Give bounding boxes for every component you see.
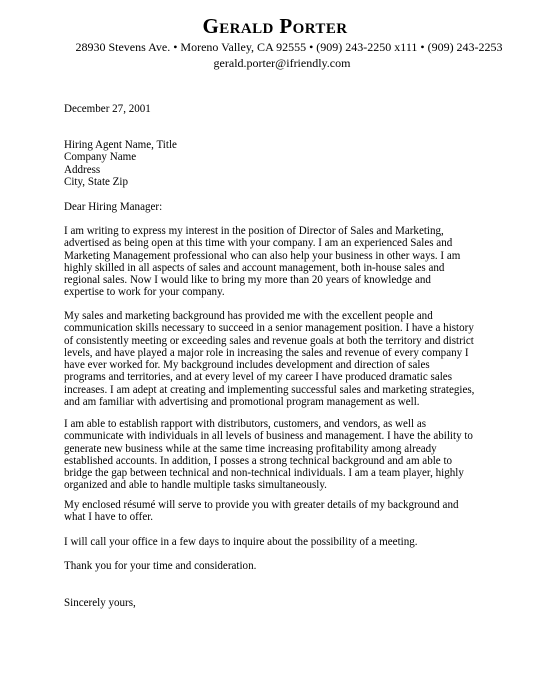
paragraph-line: regional sales. Now I would like to bring my more than 20 years of knowledge and [64,274,431,287]
paragraph-background [64,310,504,408]
paragraph-line: I will call your office in a few days to inquire about the possibility of a meeting. [64,536,418,548]
paragraph-line: My sales and marketing background has provided me with the excellent people and [64,310,433,322]
paragraph-line: Marketing Management professional who can also help your business in other ways. I am [64,249,461,262]
paragraph-line: established accounts. In addition, I posses a strong technical background and am able to [64,454,453,467]
paragraph-skills [64,418,504,492]
closing: Sincerely yours, [64,597,136,609]
paragraph-line: bridge the gap between technical and non-technical individuals. I am a team player, highly [64,467,464,480]
paragraph-line: I am able to establish rapport with distributors, customers, and vendors, as well as [64,418,427,430]
paragraph-introduction [64,225,504,299]
paragraph-line: Thank you for your time and consideration. [64,560,257,572]
letter-date: December 27, 2001 [64,103,151,115]
paragraph-line: organized and able to handle multiple tasks simultaneously. [64,479,327,492]
paragraph-resume [64,499,504,524]
paragraph-line: generate new business while at the same time increasing profitability among already [64,442,437,455]
paragraph-thanks [64,560,504,572]
sender-contact-info: 28930 Stevens Ave. • Moreno Valley, CA 92555 • (909) 243-2250 x111 • (909) 243-2253 [75,40,503,54]
sender-email: gerald.porter@ifriendly.com [213,56,351,70]
recipient-address-line: Address [64,163,101,176]
recipient-name-title: Hiring Agent Name, Title [64,139,177,151]
paragraph-line: increases. I am adept at creating and implementing successful sales and marketing strategies, [64,383,475,396]
paragraph-line: have ever worked for. My background includes development and direction of sales [64,359,430,372]
paragraph-line: expertise to work for your company. [64,286,225,299]
paragraph-line: programs and territories, and at every level of my career I have produced dramatic sales [64,371,453,384]
paragraph-line: I am writing to express my interest in the position of Director of Sales and Marketing, [64,225,444,237]
paragraph-line: communicate with individuals in all levels of business and management. I have the ability to [64,430,473,443]
paragraph-follow-up [64,536,504,548]
paragraph-line: communication skills necessary to succeed in a senior management position. I have a history [64,322,474,335]
letterhead [0,13,550,71]
paragraph-line: what I have to offer. [64,511,154,524]
paragraph-line: of consistently meeting or exceeding sales and revenue goals at both the territory and district [64,334,474,347]
paragraph-line: highly skilled in all aspects of sales and account management, both in-house sales and [64,261,445,274]
recipient-city-state-zip: City, State Zip [64,175,129,188]
salutation: Dear Hiring Manager: [64,201,163,213]
paragraph-line: and am familiar with advertising and promotional program management as well. [64,396,420,409]
recipient-company: Company Name [64,151,137,164]
recipient-address [64,139,504,188]
sender-name: Gerald Porter [202,14,348,38]
paragraph-line: levels, and have played a major role in increasing the sales and revenue of every company I [64,346,469,359]
paragraph-line: My enclosed résumé will serve to provide you with greater details of my background and [64,499,459,511]
paragraph-line: advertised as being open at this time with your company. I am an experienced Sales and [64,237,453,250]
